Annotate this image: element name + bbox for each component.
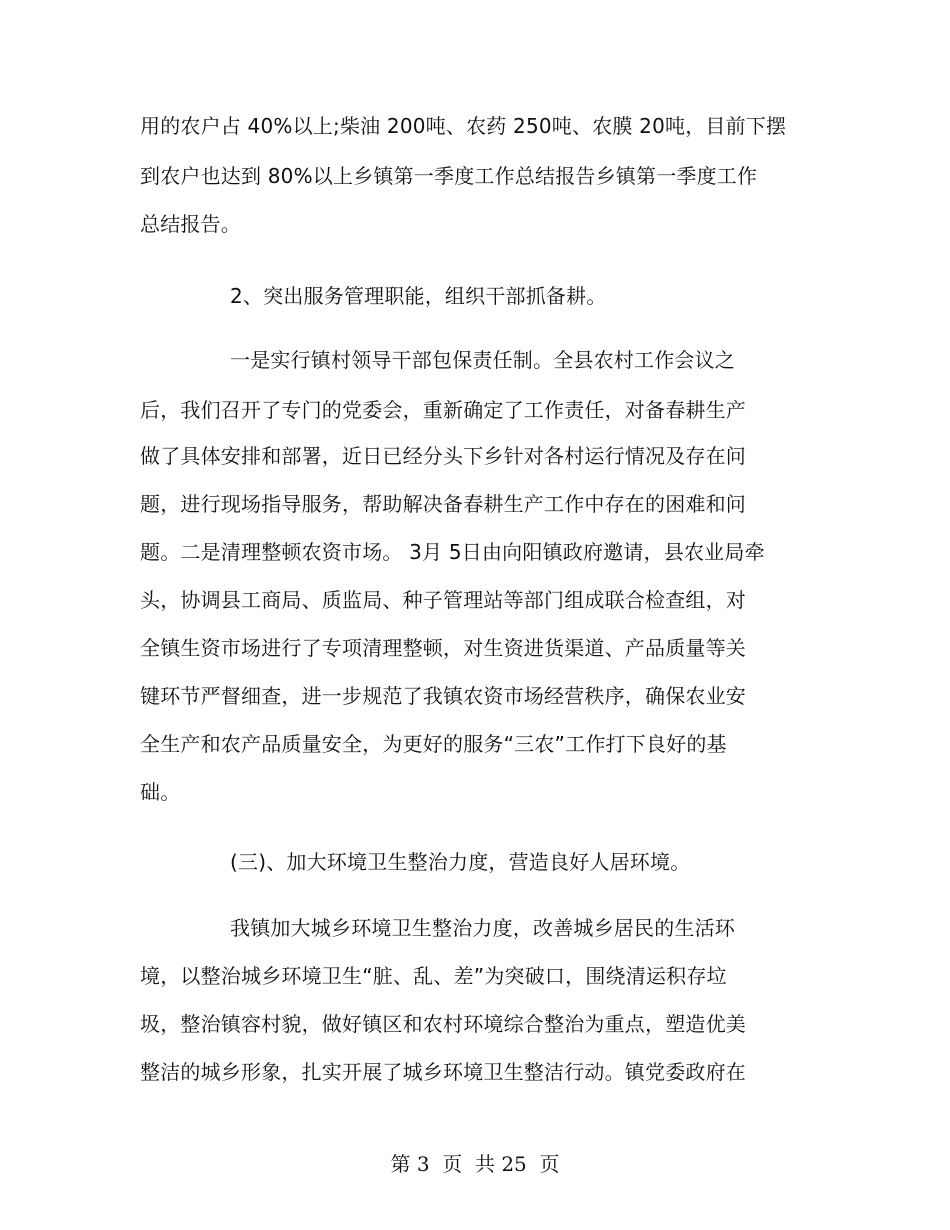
paragraph-line: 全镇生资市场进行了专项清理整顿，对生资进货渠道、产品质量等关 bbox=[140, 636, 746, 660]
paragraph-line: 总结报告。 bbox=[140, 212, 241, 236]
paragraph-line: 一是实行镇村领导干部包保责任制。全县农村工作会议之 bbox=[230, 348, 735, 372]
paragraph-line: 题，进行现场指导服务，帮助解决备春耕生产工作中存在的困难和问 bbox=[140, 492, 746, 516]
paragraph-line: 础。 bbox=[140, 780, 181, 804]
paragraph-line: 用的农户占 40%以上;柴油 200吨、农药 250吨、农膜 20吨，目前下摆 bbox=[140, 114, 787, 138]
section-heading: 2、突出服务管理职能，组织干部抓备耕。 bbox=[230, 284, 607, 308]
paragraph-line: 做了具体安排和部署，近日已经分头下乡针对各村运行情况及存在问 bbox=[140, 444, 746, 468]
paragraph-line: 境，以整治城乡环境卫生“脏、乱、差”为突破口，围绕清运积存垃 bbox=[140, 964, 727, 988]
paragraph-line: 到农户也达到 80%以上乡镇第一季度工作总结报告乡镇第一季度工作 bbox=[140, 164, 758, 188]
page-number-footer: 第 3 页 共 25 页 bbox=[390, 1152, 560, 1176]
paragraph-line: 头，协调县工商局、质监局、种子管理站等部门组成联合检查组，对 bbox=[140, 588, 746, 612]
paragraph-line: 整洁的城乡形象，扎实开展了城乡环境卫生整洁行动。镇党委政府在 bbox=[140, 1060, 746, 1084]
paragraph-line: 全生产和农产品质量安全，为更好的服务“三农”工作打下良好的基 bbox=[140, 732, 727, 756]
section-heading: (三)、加大环境卫生整治力度，营造良好人居环境。 bbox=[230, 850, 691, 874]
paragraph-line: 后，我们召开了专门的党委会，重新确定了工作责任，对备春耕生产 bbox=[140, 398, 746, 422]
paragraph-line: 圾，整治镇容村貌，做好镇区和农村环境综合整治为重点，塑造优美 bbox=[140, 1012, 746, 1036]
paragraph-line: 我镇加大城乡环境卫生整治力度，改善城乡居民的生活环 bbox=[230, 916, 735, 940]
paragraph-line: 键环节严督细查，进一步规范了我镇农资市场经营秩序，确保农业安 bbox=[140, 684, 746, 708]
paragraph-line: 题。二是清理整顿农资市场。 3月 5日由向阳镇政府邀请，县农业局牵 bbox=[140, 540, 765, 564]
